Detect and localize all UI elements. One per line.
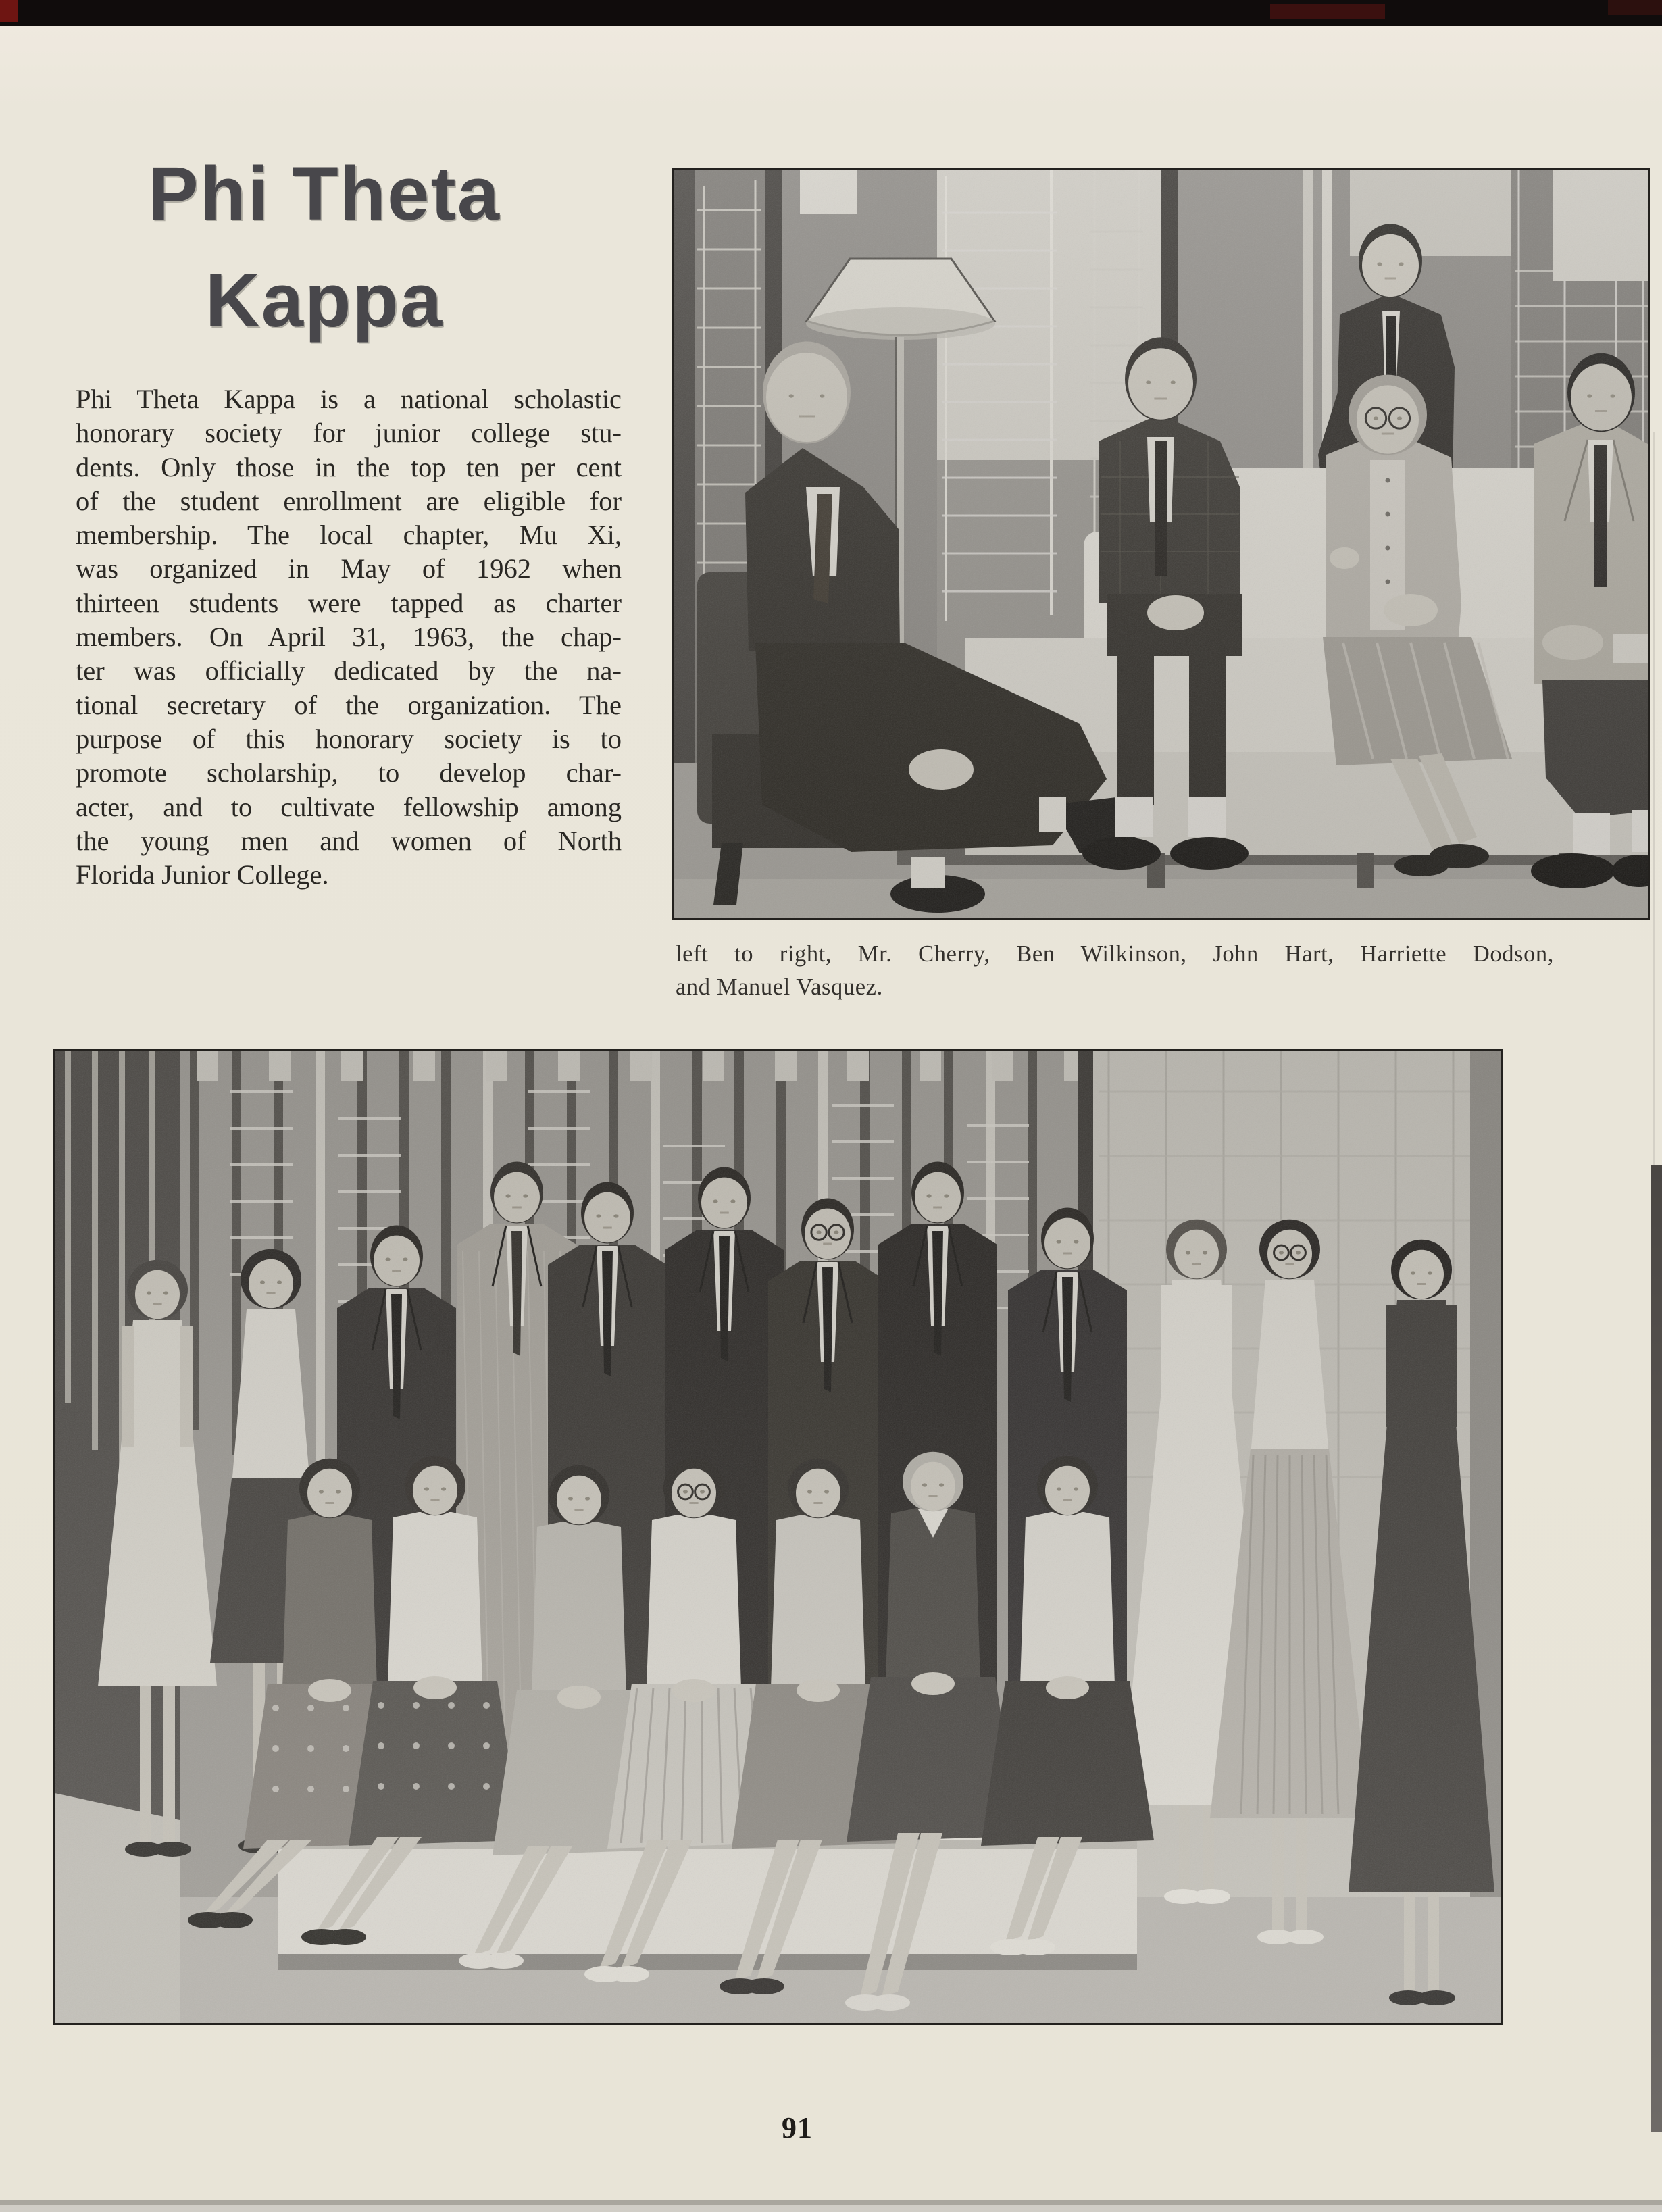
adjacent-page-shadow <box>1651 1165 1662 2132</box>
photo-top-illustration <box>674 170 1648 918</box>
para-line-10: purpose of this honorary society is to <box>76 723 622 754</box>
cap-line-1: and Manuel Vasquez. <box>676 974 883 1000</box>
para-line-2: dents. Only those in the top ten per cent <box>76 451 622 482</box>
scan-edge-bottom-light <box>0 2205 1662 2212</box>
scan-artifact-red-mid <box>1270 4 1385 19</box>
para-line-14: Florida Junior College. <box>76 859 329 890</box>
page-title-line1: Phi Theta <box>147 151 501 236</box>
scan-artifact-red-left <box>0 0 18 22</box>
para-line-5: was organized in May of 1962 when <box>76 553 622 584</box>
para-line-1: honorary society for junior college stu- <box>76 418 622 449</box>
photo-top-caption <box>676 938 1554 1004</box>
page-edge-line <box>1653 432 1655 1165</box>
para-line-3: of the student enrollment are eligible for <box>76 485 622 516</box>
scan-edge-top <box>0 0 1662 26</box>
cap-line-0: left to right, Mr. Cherry, Ben Wilkinson, John Hart, Harriette Dodson, <box>676 941 1554 967</box>
article-paragraph <box>76 382 622 892</box>
para-line-7: members. On April 31, 1963, the chap- <box>76 622 622 653</box>
photo-top <box>672 168 1650 920</box>
page-number: 91 <box>782 2111 813 2144</box>
page-title-line2: Kappa <box>205 258 444 343</box>
para-line-12: acter, and to cultivate fellowship among <box>76 791 622 822</box>
photo-bottom-illustration <box>55 1051 1501 2023</box>
para-line-11: promote scholarship, to develop char- <box>76 757 622 788</box>
para-line-4: membership. The local chapter, Mu Xi, <box>76 520 622 551</box>
photo-bottom <box>53 1049 1503 2025</box>
para-line-0: Phi Theta Kappa is a national scholastic <box>76 384 622 414</box>
para-line-8: ter was officially dedicated by the na- <box>76 655 622 686</box>
page-title <box>64 141 584 354</box>
para-line-9: tional secretary of the organization. The <box>76 689 622 720</box>
para-line-13: the young men and women of North <box>76 825 622 856</box>
para-line-6: thirteen students were tapped as charter <box>76 587 622 618</box>
scan-artifact-red-right <box>1608 0 1662 15</box>
